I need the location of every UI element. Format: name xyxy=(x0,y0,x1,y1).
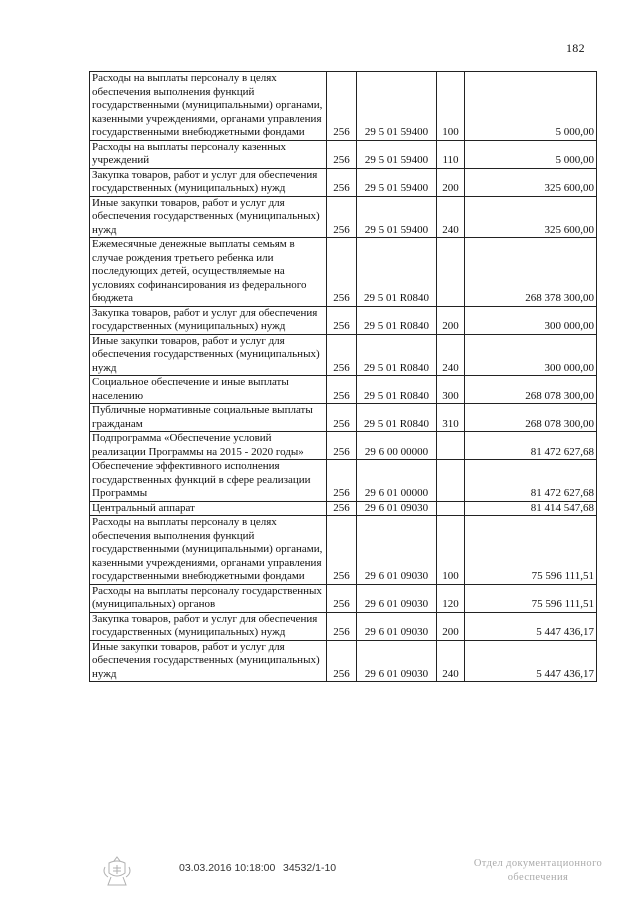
cell-gr: 256 xyxy=(327,72,357,141)
table-row xyxy=(90,612,597,640)
cell-csr: 29 5 01 59400 xyxy=(357,196,437,238)
cell-gr: 256 xyxy=(327,460,357,502)
cell-csr: 29 5 01 59400 xyxy=(357,140,437,168)
cell-gr: 256 xyxy=(327,640,357,682)
cell-sum: 81 472 627,68 xyxy=(465,460,597,502)
cell-name: Публичные нормативные социальные выплаты гражданам xyxy=(90,404,327,432)
cell-gr: 256 xyxy=(327,306,357,334)
budget-table-body xyxy=(90,72,597,682)
cell-csr: 29 5 01 R0840 xyxy=(357,404,437,432)
table-row xyxy=(90,334,597,376)
cell-sum: 5 000,00 xyxy=(465,140,597,168)
cell-vr xyxy=(437,432,465,460)
cell-vr: 200 xyxy=(437,306,465,334)
cell-vr: 300 xyxy=(437,376,465,404)
cell-name: Ежемесячные денежные выплаты семьям в случае рождения третьего ребенка или последующих детей, осуществляемые на условиях софинансирования из федерального бюджета xyxy=(90,238,327,307)
page-footer xyxy=(0,855,640,895)
print-datetime: 03.03.2016 10:18:00 xyxy=(179,862,276,874)
cell-sum: 75 596 111,51 xyxy=(465,584,597,612)
cell-gr: 256 xyxy=(327,501,357,516)
cell-name: Иные закупки товаров, работ и услуг для обеспечения государственных (муниципальных) нужд xyxy=(90,196,327,238)
cell-vr xyxy=(437,501,465,516)
table-row xyxy=(90,168,597,196)
cell-vr: 200 xyxy=(437,612,465,640)
cell-name: Закупка товаров, работ и услуг для обеспечения государственных (муниципальных) нужд xyxy=(90,612,327,640)
cell-csr: 29 6 01 00000 xyxy=(357,460,437,502)
cell-sum: 81 472 627,68 xyxy=(465,432,597,460)
cell-vr: 240 xyxy=(437,196,465,238)
cell-name: Социальное обеспечение и иные выплаты населению xyxy=(90,376,327,404)
cell-gr: 256 xyxy=(327,238,357,307)
cell-vr: 100 xyxy=(437,72,465,141)
cell-sum: 325 600,00 xyxy=(465,196,597,238)
table-row xyxy=(90,306,597,334)
cell-name: Закупка товаров, работ и услуг для обеспечения государственных (муниципальных) нужд xyxy=(90,306,327,334)
cell-gr: 256 xyxy=(327,334,357,376)
table-row xyxy=(90,140,597,168)
department-stamp: Отдел документационного обеспечения xyxy=(473,858,603,883)
cell-gr: 256 xyxy=(327,376,357,404)
cell-name: Обеспечение эффективного исполнения государственных функций в сфере реализации Программы xyxy=(90,460,327,502)
cell-vr: 110 xyxy=(437,140,465,168)
cell-sum: 5 447 436,17 xyxy=(465,640,597,682)
table-row xyxy=(90,584,597,612)
cell-sum: 300 000,00 xyxy=(465,334,597,376)
cell-name: Расходы на выплаты персоналу в целях обеспечения выполнения функций государственными (муниципальными) органами, казенными учреждениями, органами управления государственными внебюджетными фондами xyxy=(90,72,327,141)
table-row xyxy=(90,640,597,682)
cell-name: Иные закупки товаров, работ и услуг для обеспечения государственных (муниципальных) нужд xyxy=(90,640,327,682)
cell-csr: 29 6 01 09030 xyxy=(357,640,437,682)
table-row xyxy=(90,516,597,585)
cell-sum: 5 447 436,17 xyxy=(465,612,597,640)
cell-gr: 256 xyxy=(327,584,357,612)
cell-sum: 300 000,00 xyxy=(465,306,597,334)
cell-vr: 310 xyxy=(437,404,465,432)
cell-csr: 29 5 01 R0840 xyxy=(357,376,437,404)
cell-name: Расходы на выплаты персоналу в целях обеспечения выполнения функций государственными (муниципальными) органами, казенными учреждениями, органами управления государственными внебюджетными фондами xyxy=(90,516,327,585)
cell-csr: 29 5 01 R0840 xyxy=(357,306,437,334)
table-row xyxy=(90,72,597,141)
table-row xyxy=(90,460,597,502)
cell-name: Закупка товаров, работ и услуг для обеспечения государственных (муниципальных) нужд xyxy=(90,168,327,196)
cell-sum: 268 378 300,00 xyxy=(465,238,597,307)
cell-csr: 29 5 01 R0840 xyxy=(357,334,437,376)
cell-sum: 81 414 547,68 xyxy=(465,501,597,516)
cell-gr: 256 xyxy=(327,432,357,460)
table-row xyxy=(90,238,597,307)
cell-name: Центральный аппарат xyxy=(90,501,327,516)
cell-vr: 200 xyxy=(437,168,465,196)
table-row xyxy=(90,404,597,432)
cell-name: Расходы на выплаты персоналу государственных (муниципальных) органов xyxy=(90,584,327,612)
cell-vr: 120 xyxy=(437,584,465,612)
cell-csr: 29 5 01 59400 xyxy=(357,168,437,196)
cell-vr: 100 xyxy=(437,516,465,585)
cell-vr xyxy=(437,460,465,502)
cell-vr: 240 xyxy=(437,640,465,682)
table-row xyxy=(90,432,597,460)
cell-sum: 268 078 300,00 xyxy=(465,376,597,404)
table-row xyxy=(90,376,597,404)
cell-vr: 240 xyxy=(437,334,465,376)
cell-csr: 29 5 01 R0840 xyxy=(357,238,437,307)
cell-gr: 256 xyxy=(327,196,357,238)
cell-gr: 256 xyxy=(327,516,357,585)
cell-name: Иные закупки товаров, работ и услуг для обеспечения государственных (муниципальных) нужд xyxy=(90,334,327,376)
coat-of-arms-icon xyxy=(100,855,134,887)
document-number: 34532/1-10 xyxy=(283,862,337,874)
cell-sum: 325 600,00 xyxy=(465,168,597,196)
cell-csr: 29 6 01 09030 xyxy=(357,584,437,612)
cell-gr: 256 xyxy=(327,168,357,196)
cell-csr: 29 6 00 00000 xyxy=(357,432,437,460)
cell-csr: 29 6 01 09030 xyxy=(357,612,437,640)
cell-csr: 29 6 01 09030 xyxy=(357,516,437,585)
cell-name: Подпрограмма «Обеспечение условий реализации Программы на 2015 - 2020 годы» xyxy=(90,432,327,460)
cell-name: Расходы на выплаты персоналу казенных учреждений xyxy=(90,140,327,168)
cell-gr: 256 xyxy=(327,612,357,640)
cell-gr: 256 xyxy=(327,404,357,432)
table-row xyxy=(90,501,597,516)
cell-sum: 268 078 300,00 xyxy=(465,404,597,432)
page-number: 182 xyxy=(566,41,585,55)
cell-gr: 256 xyxy=(327,140,357,168)
cell-sum: 75 596 111,51 xyxy=(465,516,597,585)
budget-table xyxy=(89,71,597,682)
cell-csr: 29 6 01 09030 xyxy=(357,501,437,516)
table-row xyxy=(90,196,597,238)
cell-vr xyxy=(437,238,465,307)
cell-csr: 29 5 01 59400 xyxy=(357,72,437,141)
cell-sum: 5 000,00 xyxy=(465,72,597,141)
